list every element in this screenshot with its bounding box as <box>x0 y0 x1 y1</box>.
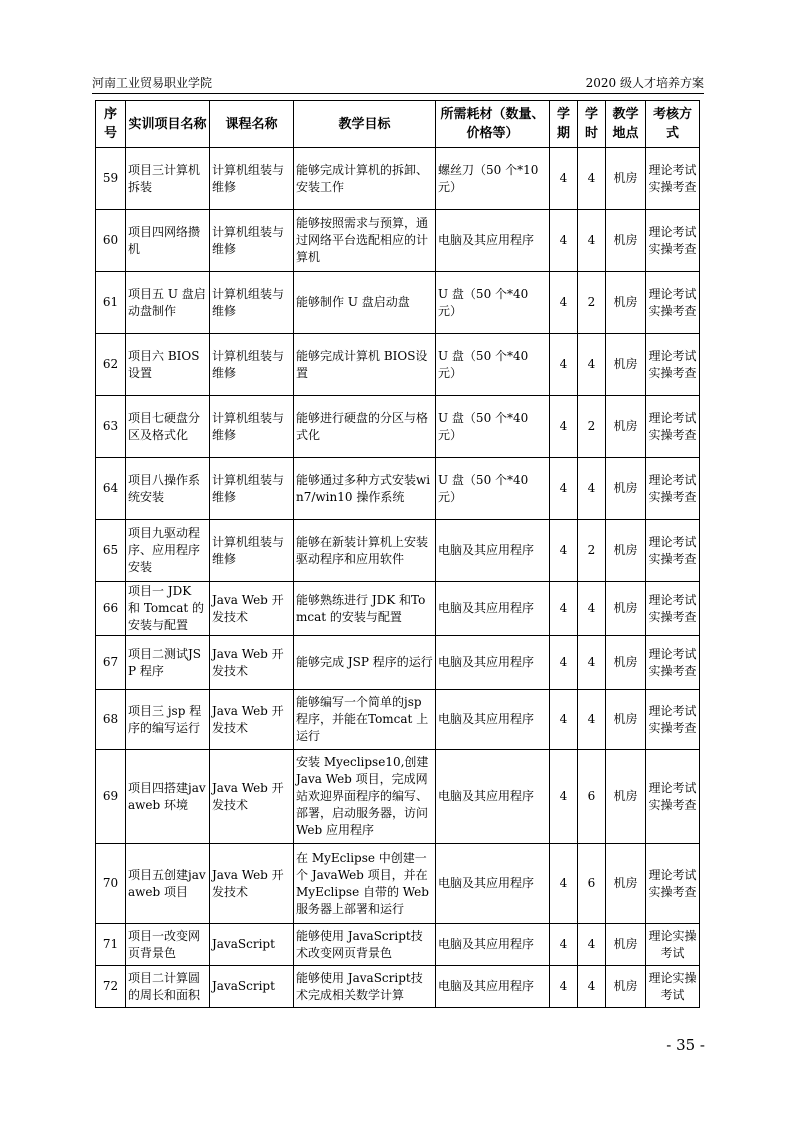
term: 4 <box>550 966 578 1008</box>
hours: 4 <box>578 458 606 520</box>
exam-method: 理论考试实操考查 <box>646 636 700 690</box>
col-header-course: 课程名称 <box>210 101 294 148</box>
exam-method: 理论考试实操考查 <box>646 844 700 924</box>
place: 机房 <box>606 844 646 924</box>
materials: 电脑及其应用程序 <box>436 210 550 272</box>
materials: U 盘（50 个*40 元） <box>436 458 550 520</box>
row-no: 60 <box>96 210 126 272</box>
course-name: Java Web 开发技术 <box>210 750 294 844</box>
project-name: 项目五创建javaweb 项目 <box>126 844 210 924</box>
hours: 4 <box>578 924 606 966</box>
hours: 6 <box>578 844 606 924</box>
teaching-goal: 能够制作 U 盘启动盘 <box>294 272 436 334</box>
project-name: 项目七硬盘分区及格式化 <box>126 396 210 458</box>
teaching-goal: 能够使用 JavaScript技术完成相关数学计算 <box>294 966 436 1008</box>
teaching-goal: 能够熟练进行 JDK 和Tomcat 的安装与配置 <box>294 582 436 636</box>
term: 4 <box>550 458 578 520</box>
row-no: 67 <box>96 636 126 690</box>
row-no: 66 <box>96 582 126 636</box>
row-no: 64 <box>96 458 126 520</box>
project-name: 项目一改变网页背景色 <box>126 924 210 966</box>
materials: U 盘（50 个*40 元） <box>436 272 550 334</box>
plan-title: 2020 级人才培养方案 <box>585 76 704 90</box>
exam-method: 理论实操考试 <box>646 924 700 966</box>
place: 机房 <box>606 690 646 750</box>
row-no: 70 <box>96 844 126 924</box>
project-name: 项目八操作系统安装 <box>126 458 210 520</box>
page-header <box>92 74 704 92</box>
teaching-goal: 能够编写一个简单的jsp 程序，并能在Tomcat 上运行 <box>294 690 436 750</box>
course-name: JavaScript <box>210 966 294 1008</box>
teaching-goal: 能够进行硬盘的分区与格式化 <box>294 396 436 458</box>
col-header-hours: 学时 <box>578 101 606 148</box>
exam-method: 理论实操考试 <box>646 966 700 1008</box>
place: 机房 <box>606 210 646 272</box>
term: 4 <box>550 844 578 924</box>
hours: 2 <box>578 396 606 458</box>
hours: 4 <box>578 582 606 636</box>
col-header-no: 序号 <box>96 101 126 148</box>
table-row <box>96 966 700 1008</box>
table-row <box>96 636 700 690</box>
table-row <box>96 272 700 334</box>
term: 4 <box>550 396 578 458</box>
teaching-goal: 安装 Myeclipse10,创建 Java Web 项目，完成网站欢迎界面程序的编写、部署，启动服务器，访问 Web 应用程序 <box>294 750 436 844</box>
table-row <box>96 582 700 636</box>
hours: 4 <box>578 690 606 750</box>
row-no: 59 <box>96 148 126 210</box>
table-row <box>96 520 700 582</box>
project-name: 项目二测试JSP 程序 <box>126 636 210 690</box>
place: 机房 <box>606 750 646 844</box>
teaching-goal: 能够按照需求与预算，通过网络平台选配相应的计算机 <box>294 210 436 272</box>
project-name: 项目四网络攒机 <box>126 210 210 272</box>
place: 机房 <box>606 272 646 334</box>
exam-method: 理论考试实操考查 <box>646 750 700 844</box>
hours: 2 <box>578 272 606 334</box>
table-row <box>96 334 700 396</box>
teaching-goal: 能够完成计算机 BIOS设置 <box>294 334 436 396</box>
course-name: Java Web 开发技术 <box>210 582 294 636</box>
exam-method: 理论考试实操考查 <box>646 334 700 396</box>
course-name: Java Web 开发技术 <box>210 690 294 750</box>
school-name: 河南工业贸易职业学院 <box>92 76 213 90</box>
table-row <box>96 690 700 750</box>
hours: 2 <box>578 520 606 582</box>
hours: 6 <box>578 750 606 844</box>
exam-method: 理论考试实操考查 <box>646 272 700 334</box>
hours: 4 <box>578 636 606 690</box>
term: 4 <box>550 148 578 210</box>
exam-method: 理论考试实操考查 <box>646 148 700 210</box>
course-name: 计算机组装与维修 <box>210 272 294 334</box>
course-name: Java Web 开发技术 <box>210 844 294 924</box>
materials: 电脑及其应用程序 <box>436 844 550 924</box>
hours: 4 <box>578 334 606 396</box>
materials: 电脑及其应用程序 <box>436 924 550 966</box>
materials: 电脑及其应用程序 <box>436 750 550 844</box>
col-header-goal: 教学目标 <box>294 101 436 148</box>
col-header-exam: 考核方式 <box>646 101 700 148</box>
teaching-goal: 能够完成计算机的拆卸、安装工作 <box>294 148 436 210</box>
exam-method: 理论考试实操考查 <box>646 582 700 636</box>
project-name: 项目九驱动程序、应用程序安装 <box>126 520 210 582</box>
term: 4 <box>550 272 578 334</box>
place: 机房 <box>606 334 646 396</box>
exam-method: 理论考试实操考查 <box>646 520 700 582</box>
course-name: 计算机组装与维修 <box>210 148 294 210</box>
term: 4 <box>550 750 578 844</box>
term: 4 <box>550 520 578 582</box>
term: 4 <box>550 924 578 966</box>
row-no: 65 <box>96 520 126 582</box>
table-row <box>96 924 700 966</box>
materials: 电脑及其应用程序 <box>436 690 550 750</box>
teaching-goal: 能够在新装计算机上安装驱动程序和应用软件 <box>294 520 436 582</box>
table-row <box>96 148 700 210</box>
project-name: 项目四搭建javaweb 环境 <box>126 750 210 844</box>
term: 4 <box>550 636 578 690</box>
course-name: 计算机组装与维修 <box>210 210 294 272</box>
row-no: 68 <box>96 690 126 750</box>
term: 4 <box>550 690 578 750</box>
project-name: 项目二计算圆的周长和面积 <box>126 966 210 1008</box>
row-no: 61 <box>96 272 126 334</box>
table-row <box>96 750 700 844</box>
col-header-place: 教学地点 <box>606 101 646 148</box>
course-name: Java Web 开发技术 <box>210 636 294 690</box>
exam-method: 理论考试实操考查 <box>646 210 700 272</box>
materials: 电脑及其应用程序 <box>436 636 550 690</box>
teaching-goal: 能够通过多种方式安装win7/win10 操作系统 <box>294 458 436 520</box>
place: 机房 <box>606 458 646 520</box>
course-name: 计算机组装与维修 <box>210 334 294 396</box>
col-header-project: 实训项目名称 <box>126 101 210 148</box>
materials: 电脑及其应用程序 <box>436 520 550 582</box>
row-no: 62 <box>96 334 126 396</box>
teaching-goal: 在 MyEclipse 中创建一个 JavaWeb 项目，并在MyEclipse 自带的 Web服务器上部署和运行 <box>294 844 436 924</box>
project-name: 项目三计算机拆装 <box>126 148 210 210</box>
materials: U 盘（50 个*40 元） <box>436 334 550 396</box>
term: 4 <box>550 334 578 396</box>
place: 机房 <box>606 396 646 458</box>
row-no: 69 <box>96 750 126 844</box>
col-header-materials: 所需耗材（数量、价格等） <box>436 101 550 148</box>
header-rule <box>92 93 704 94</box>
row-no: 72 <box>96 966 126 1008</box>
place: 机房 <box>606 966 646 1008</box>
course-name: 计算机组装与维修 <box>210 396 294 458</box>
place: 机房 <box>606 148 646 210</box>
materials: U 盘（50 个*40 元） <box>436 396 550 458</box>
teaching-goal: 能够完成 JSP 程序的运行 <box>294 636 436 690</box>
row-no: 63 <box>96 396 126 458</box>
hours: 4 <box>578 966 606 1008</box>
course-name: 计算机组装与维修 <box>210 458 294 520</box>
materials: 电脑及其应用程序 <box>436 966 550 1008</box>
col-header-term: 学期 <box>550 101 578 148</box>
project-name: 项目一 JDK 和 Tomcat 的安装与配置 <box>126 582 210 636</box>
term: 4 <box>550 210 578 272</box>
project-name: 项目五 U 盘启动盘制作 <box>126 272 210 334</box>
exam-method: 理论考试实操考查 <box>646 690 700 750</box>
exam-method: 理论考试实操考查 <box>646 458 700 520</box>
term: 4 <box>550 582 578 636</box>
page-number: - 35 - <box>666 1036 705 1054</box>
exam-method: 理论考试实操考查 <box>646 396 700 458</box>
teaching-goal: 能够使用 JavaScript技术改变网页背景色 <box>294 924 436 966</box>
project-name: 项目六 BIOS设置 <box>126 334 210 396</box>
place: 机房 <box>606 924 646 966</box>
project-name: 项目三 jsp 程序的编写运行 <box>126 690 210 750</box>
course-name: JavaScript <box>210 924 294 966</box>
hours: 4 <box>578 210 606 272</box>
table-row <box>96 210 700 272</box>
table-body <box>96 148 700 1008</box>
course-name: 计算机组装与维修 <box>210 520 294 582</box>
materials: 螺丝刀（50 个*10元） <box>436 148 550 210</box>
materials: 电脑及其应用程序 <box>436 582 550 636</box>
training-plan-table <box>95 100 700 1008</box>
place: 机房 <box>606 520 646 582</box>
table-row <box>96 844 700 924</box>
hours: 4 <box>578 148 606 210</box>
place: 机房 <box>606 636 646 690</box>
table-row <box>96 458 700 520</box>
row-no: 71 <box>96 924 126 966</box>
place: 机房 <box>606 582 646 636</box>
table-row <box>96 396 700 458</box>
table-header-row <box>96 101 700 148</box>
